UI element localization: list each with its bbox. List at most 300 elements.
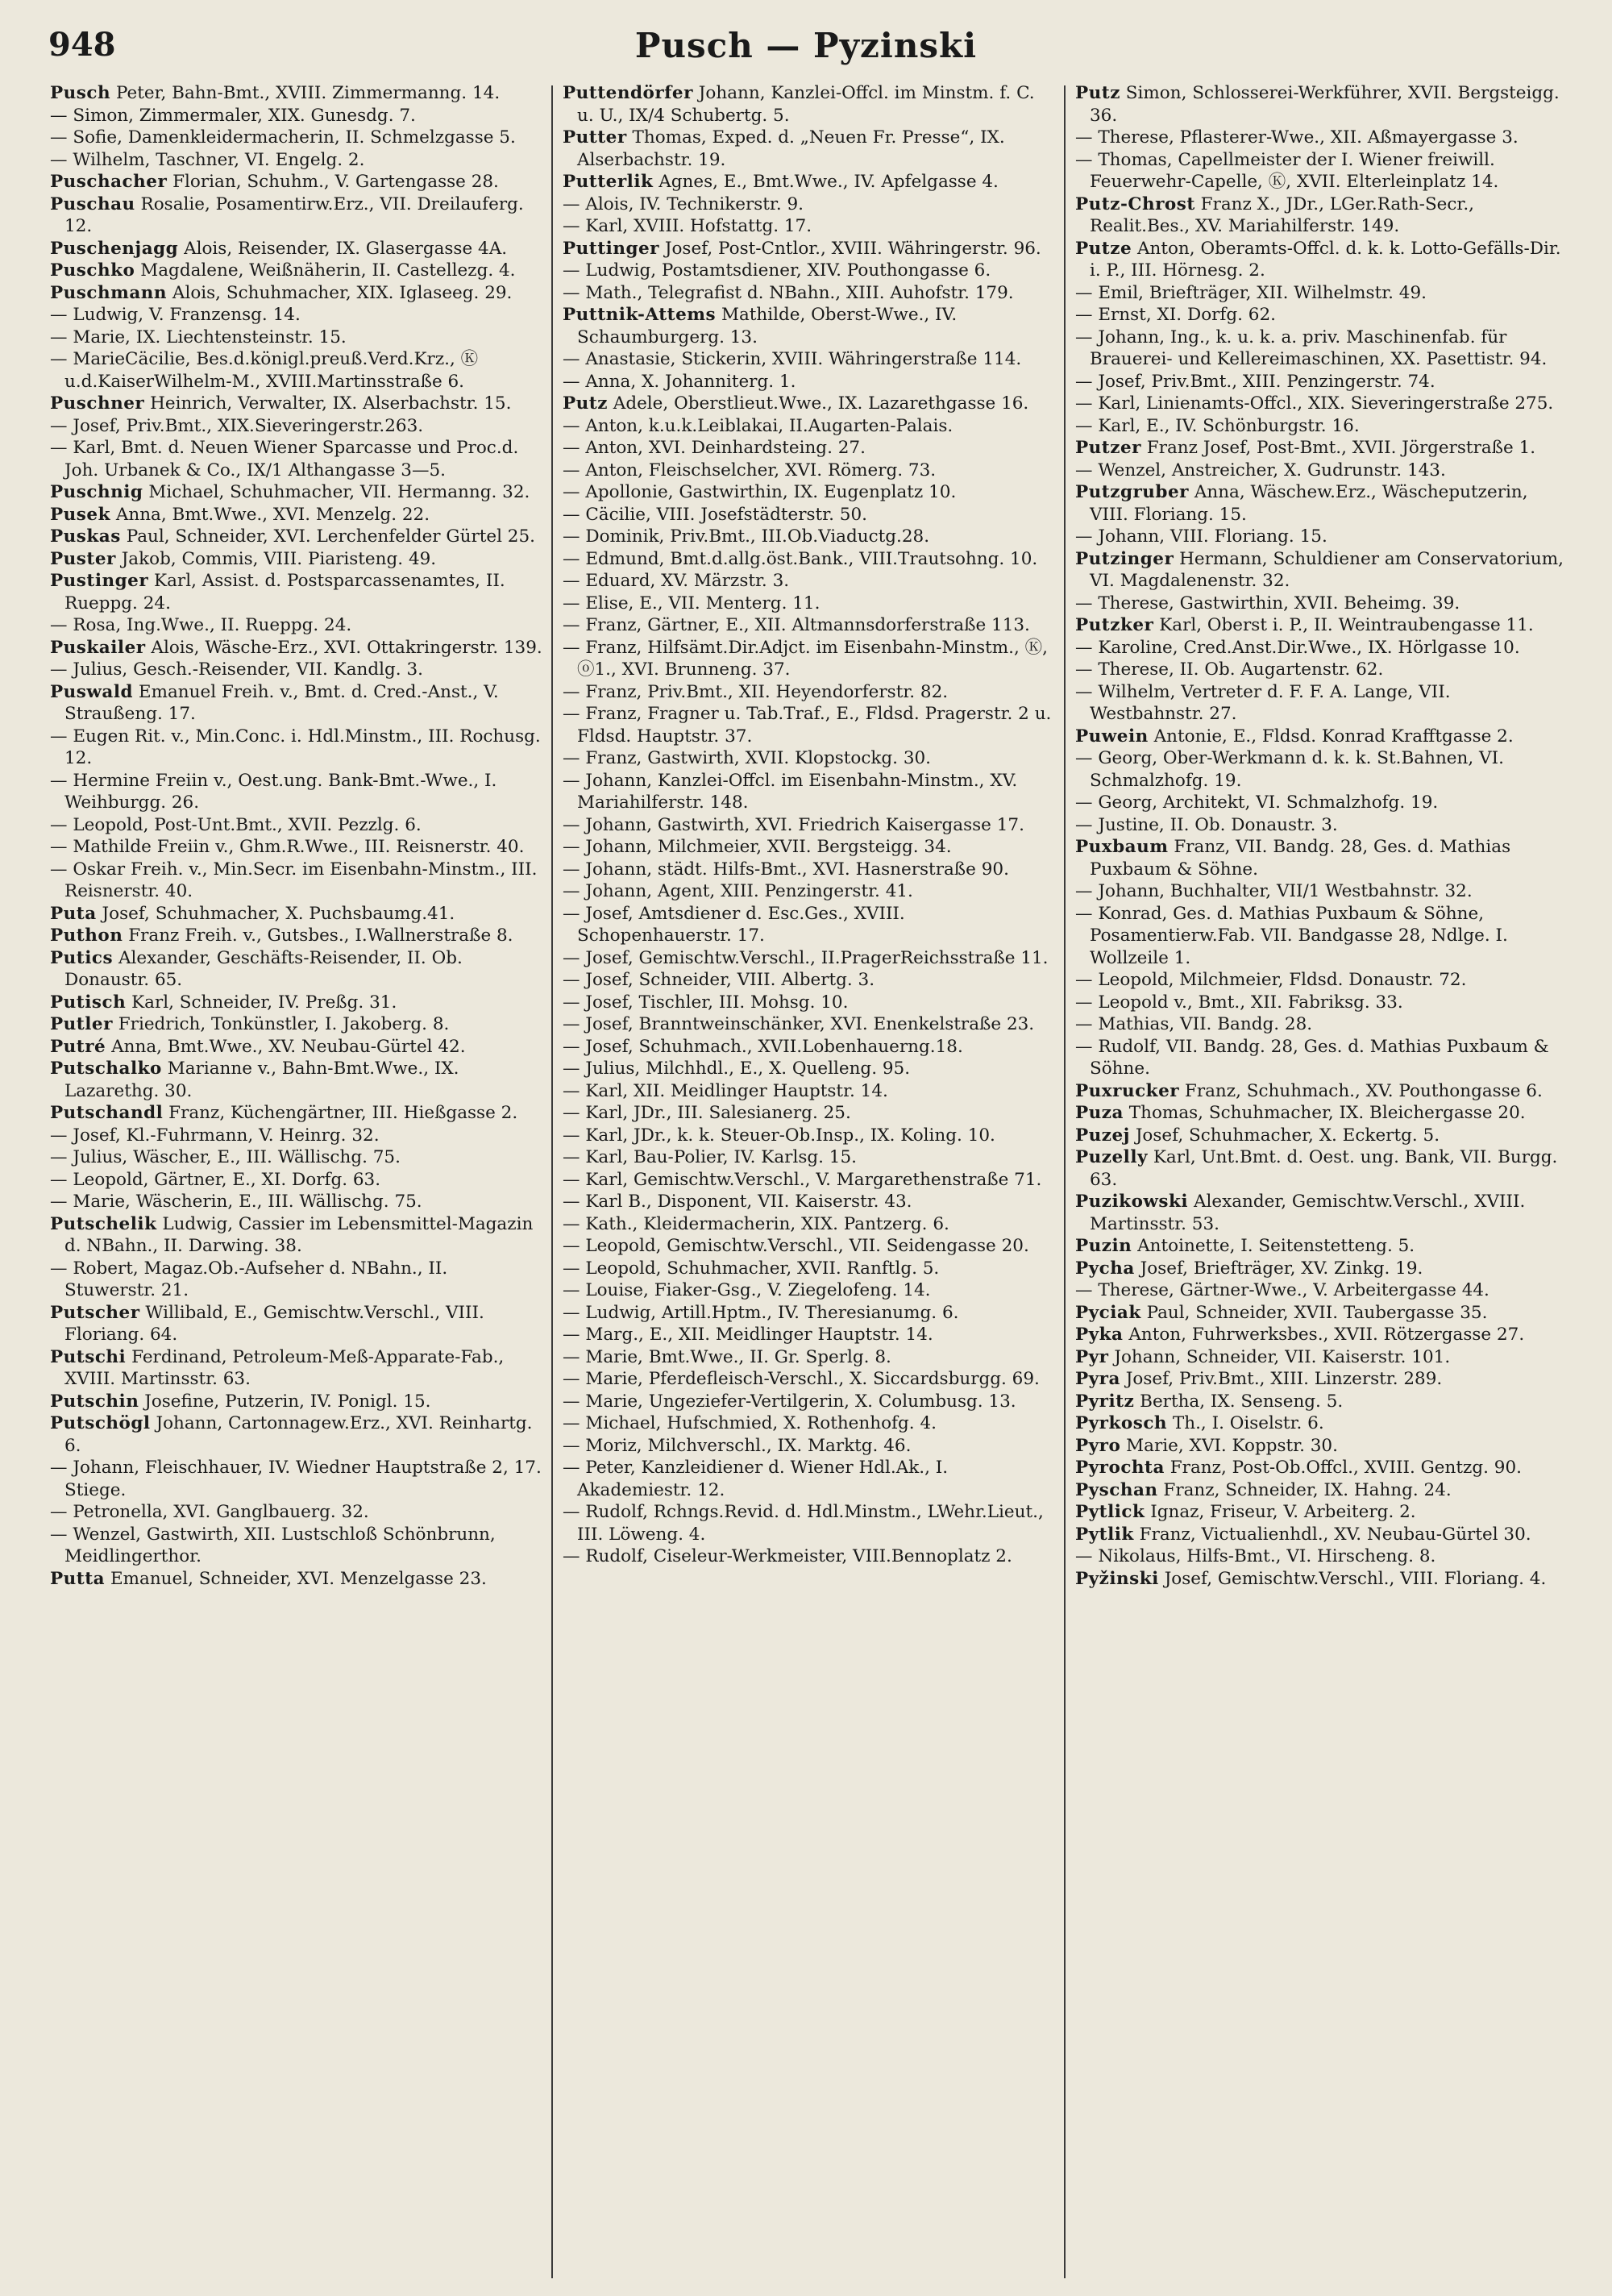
directory-entry (563, 1368, 1056, 1391)
entry-details: — Anton, k.u.k.Leiblakai, II.Augarten-Palais. (563, 415, 953, 436)
entry-details: Anna, Bmt.Wwe., XV. Neubau-Gürtel 42. (111, 1036, 466, 1057)
entry-surname: Pyžinski (1075, 1568, 1159, 1589)
entry-surname: Pyr (1075, 1346, 1109, 1367)
entry-details: — Josef, Gemischtw.Verschl., II.PragerReichsstraße 11. (563, 947, 1049, 968)
entry-details: — Franz, Priv.Bmt., XII. Heyendorferstr. 82. (563, 681, 949, 702)
entry-details: Josef, Priv.Bmt., XIII. Linzerstr. 289. (1125, 1369, 1443, 1389)
entry-surname: Pyro (1075, 1435, 1121, 1456)
entry-details: — Anastasie, Stickerin, XVIII. Währingerstraße 114. (563, 349, 1022, 369)
directory-entry (50, 548, 543, 571)
column-2 (563, 82, 1056, 2291)
entry-surname: Puskailer (50, 637, 146, 658)
entry-details: — Karl, E., IV. Schönburgstr. 16. (1075, 415, 1360, 436)
entry-surname: Pycha (1075, 1258, 1135, 1279)
entry-details: Bertha, IX. Senseng. 5. (1140, 1391, 1344, 1412)
entry-details: — Johann, Buchhalter, VII/1 Westbahnstr. 32. (1075, 881, 1473, 901)
entry-details: — Anton, XVI. Deinhardsteing. 27. (563, 438, 866, 458)
column-3 (1075, 82, 1568, 2291)
entry-details: Hermann, Schuldiener am Conservatorium, VI. Magdalenenstr. 32. (1090, 548, 1564, 591)
entry-surname: Puta (50, 903, 97, 924)
entry-details: — Therese, Pflasterer-Wwe., XII. Aßmayergasse 3. (1075, 127, 1519, 148)
entry-details: — Karl, JDr., III. Salesianerg. 25. (563, 1103, 851, 1123)
directory-entry (1075, 481, 1568, 526)
entry-details: — Leopold v., Bmt., XII. Fabriksg. 33. (1075, 992, 1403, 1013)
entry-details: — Eugen Rit. v., Min.Conc. i. Hdl.Minstm., III. Rochusg. 12. (50, 726, 541, 768)
entry-details: Anton, Fuhrwerksbes., XVII. Rötzergasse 27. (1128, 1325, 1525, 1345)
entry-surname: Putler (50, 1014, 113, 1034)
directory-entry (1075, 1524, 1568, 1546)
directory-entry (50, 1568, 543, 1591)
directory-entry (563, 481, 1056, 504)
entry-details: Adele, Oberstlieut.Wwe., IX. Lazarethgasse 16. (613, 393, 1029, 414)
entry-details: — Josef, Priv.Bmt., XIX.Sieveringerstr.263. (50, 415, 424, 436)
entry-details: — Georg, Ober-Werkmann d. k. k. St.Bahnen, VI. Schmalzhofg. 19. (1075, 748, 1504, 791)
entry-details: — Josef, Priv.Bmt., XIII. Penzingerstr. 74. (1075, 371, 1435, 392)
page-number: 948 (48, 26, 116, 64)
directory-entry (563, 836, 1056, 859)
entry-details: — Johann, städt. Hilfs-Bmt., XVI. Hasnerstraße 90. (563, 859, 1009, 880)
entry-surname: Putzinger (1075, 548, 1174, 569)
entry-details: — Karl, Linienamts-Offcl., XIX. Sieveringerstraße 275. (1075, 393, 1554, 414)
entry-surname: Puswald (50, 681, 134, 702)
directory-entry (50, 238, 543, 260)
entry-details: Karl, Unt.Bmt. d. Oest. ung. Bank, VII. Burgg. 63. (1090, 1147, 1558, 1190)
directory-entry (1075, 1146, 1568, 1191)
directory-entry (563, 1191, 1056, 1213)
directory-entry (1075, 1036, 1568, 1080)
directory-entry (1075, 1258, 1568, 1280)
directory-entry (1075, 526, 1568, 548)
directory-entry (563, 260, 1056, 282)
entry-details: Josef, Schuhmacher, X. Puchsbaumg.41. (102, 903, 455, 924)
entry-surname: Puschko (50, 260, 135, 281)
directory-entry (563, 304, 1056, 348)
entry-details: — Louise, Fiaker-Gsg., V. Ziegelofeng. 14. (563, 1280, 931, 1300)
entry-details: Franz, Victualienhdl., XV. Neubau-Gürtel 30. (1139, 1524, 1531, 1545)
entry-details: — Peter, Kanzleidiener d. Wiener Hdl.Ak., I. Akademiestr. 12. (563, 1458, 949, 1500)
entry-details: Michael, Schuhmacher, VII. Hermanng. 32. (148, 482, 530, 502)
directory-entry (563, 1213, 1056, 1236)
directory-entry (1075, 747, 1568, 792)
entry-surname: Putzgruber (1075, 482, 1189, 502)
directory-entry (563, 1125, 1056, 1147)
entry-surname: Putschi (50, 1346, 127, 1367)
entry-details: Ferdinand, Petroleum-Meß-Apparate-Fab., XVIII. Martinsstr. 63. (64, 1346, 505, 1389)
entry-details: — Marie, Wäscherin, E., III. Wällischg. 75. (50, 1192, 422, 1212)
directory-entry (1075, 726, 1568, 748)
entry-details: — Apollonie, Gastwirthin, IX. Eugenplatz 10. (563, 482, 957, 502)
entry-details: — Karoline, Cred.Anst.Dir.Wwe., IX. Hörlgasse 10. (1075, 637, 1520, 658)
entry-surname: Putz (563, 393, 608, 414)
entry-details: — Karl, XII. Meidlinger Hauptstr. 14. (563, 1080, 888, 1101)
directory-entry (50, 570, 543, 614)
entry-surname: Puttnik-Attems (563, 305, 717, 325)
entry-details: Josef, Schuhmacher, X. Eckertg. 5. (1135, 1125, 1440, 1146)
entry-details: — Franz, Gastwirth, XVII. Klopstockg. 30. (563, 748, 932, 768)
directory-entry (1075, 371, 1568, 393)
directory-entry (50, 127, 543, 149)
directory-entry (563, 1346, 1056, 1369)
entry-details: Franz, Küchengärtner, III. Hießgasse 2. (168, 1103, 518, 1123)
directory-entry (563, 215, 1056, 238)
directory-entry (50, 726, 543, 770)
entry-details: Florian, Schuhm., V. Gartengasse 28. (172, 172, 499, 192)
directory-entry (50, 1524, 543, 1568)
directory-entry (1075, 1191, 1568, 1235)
entry-details: Thomas, Exped. d. „Neuen Fr. Presse“, IX. Alserbachstr. 19. (577, 127, 1005, 170)
entry-surname: Pyrkosch (1075, 1413, 1168, 1433)
directory-entry (563, 238, 1056, 260)
entry-details: Rosalie, Posamentirw.Erz., VII. Dreilauferg. 12. (64, 193, 524, 236)
entry-details: Th., I. Oiselstr. 6. (1172, 1413, 1324, 1433)
entry-surname: Putze (1075, 238, 1132, 259)
entry-details: — MarieCäcilie, Bes.d.königl.preuß.Verd.Krz., Ⓚ u.d.KaiserWilhelm-M., XVIII.Martinsstraße 6. (50, 349, 479, 392)
entry-details: — Wenzel, Gastwirth, XII. Lustschloß Schönbrunn, Meidlingerthor. (50, 1524, 496, 1566)
entry-details: — Johann, VIII. Floriang. 15. (1075, 526, 1327, 547)
directory-entry (50, 1258, 543, 1302)
directory-entry (563, 747, 1056, 770)
directory-entry (1075, 792, 1568, 814)
entry-surname: Pustinger (50, 571, 149, 591)
entry-details: — Julius, Wäscher, E., III. Wällischg. 75. (50, 1147, 401, 1167)
directory-entry (1075, 238, 1568, 282)
entry-details: Alexander, Geschäfts-Reisender, II. Ob. Donaustr. 65. (64, 947, 463, 990)
directory-entry (1075, 1368, 1568, 1391)
entry-details: — Karl, Bmt. d. Neuen Wiener Sparcasse und Proc.d. Joh. Urbanek & Co., IX/1 Althangasse 3—5. (50, 438, 519, 480)
directory-entry (563, 1058, 1056, 1080)
directory-entry (1075, 149, 1568, 193)
page-header (48, 26, 1564, 71)
entry-details: — Marie, Bmt.Wwe., II. Gr. Sperlg. 8. (563, 1346, 891, 1367)
directory-entry (50, 1146, 543, 1169)
directory-entry (1075, 1435, 1568, 1458)
directory-entry (563, 1412, 1056, 1435)
entry-details: Friedrich, Tonkünstler, I. Jakoberg. 8. (118, 1014, 450, 1034)
entry-details: Antonie, E., Fldsd. Konrad Krafftgasse 2. (1153, 726, 1514, 747)
entry-details: Emanuel Freih. v., Bmt. d. Cred.-Anst., V. Straußeng. 17. (64, 681, 499, 724)
directory-entry (50, 659, 543, 681)
entry-details: — Johann, Fleischhauer, IV. Wiedner Hauptstraße 2, 17. Stiege. (50, 1458, 542, 1500)
directory-entry (50, 925, 543, 947)
directory-entry (50, 1013, 543, 1036)
directory-entry (50, 1191, 543, 1213)
directory-entry (563, 1302, 1056, 1325)
entry-surname: Puzin (1075, 1236, 1132, 1256)
directory-entry (50, 260, 543, 282)
directory-entry (50, 105, 543, 127)
entry-surname: Putics (50, 947, 114, 968)
entry-details: Emanuel, Schneider, XVI. Menzelgasse 23. (110, 1568, 487, 1589)
directory-entry (1075, 282, 1568, 305)
entry-details: Alois, Wäsche-Erz., XVI. Ottakringerstr. 139. (151, 637, 542, 658)
directory-entry (1075, 127, 1568, 149)
directory-entry (1075, 969, 1568, 992)
entry-details: — Karl, Bau-Polier, IV. Karlsg. 15. (563, 1147, 857, 1167)
entry-details: Heinrich, Verwalter, IX. Alserbachstr. 15. (150, 393, 512, 414)
directory-entry (50, 82, 543, 105)
entry-details: — Anton, Fleischselcher, XVI. Römerg. 73. (563, 460, 937, 480)
entry-surname: Puster (50, 548, 116, 569)
entry-details: Mathilde, Oberst-Wwe., IV. Schaumburgerg. 13. (577, 305, 958, 347)
entry-details: Alois, Schuhmacher, XIX. Iglaseeg. 29. (172, 282, 513, 303)
entry-details: Thomas, Schuhmacher, IX. Bleichergasse 20. (1128, 1103, 1526, 1123)
entry-surname: Pyrochta (1075, 1458, 1165, 1478)
entry-details: — Wenzel, Anstreicher, X. Gudrunstr. 143. (1075, 460, 1446, 480)
directory-entry (50, 1457, 543, 1501)
entry-surname: Puskas (50, 526, 121, 547)
entry-details: — Karl, XVIII. Hofstattg. 17. (563, 216, 812, 236)
directory-entry (563, 1391, 1056, 1413)
entry-surname: Putschögl (50, 1413, 151, 1433)
entry-surname: Puttendörfer (563, 83, 693, 103)
directory-entry (563, 282, 1056, 305)
directory-entry (563, 437, 1056, 460)
directory-entry (563, 859, 1056, 881)
directory-entry (563, 1324, 1056, 1346)
directory-entry (50, 1102, 543, 1125)
entry-details: — Edmund, Bmt.d.allg.öst.Bank., VIII.Trautsohng. 10. (563, 548, 1038, 569)
directory-entry (50, 859, 543, 903)
entry-details: — Konrad, Ges. d. Mathias Puxbaum & Söhne, Posamentierw.Fab. VII. Bandgasse 28, Ndlge. I. Wollzeile 1. (1075, 903, 1508, 968)
entry-surname: Pusek (50, 504, 110, 525)
directory-entry (50, 1302, 543, 1346)
entry-details: — Elise, E., VII. Menterg. 11. (563, 593, 821, 614)
entry-details: — Johann, Milchmeier, XVII. Bergsteigg. 34. (563, 837, 952, 857)
entry-details: — Josef, Schneider, VIII. Albertg. 3. (563, 970, 875, 990)
entry-details: — Oskar Freih. v., Min.Secr. im Eisenbahn-Minstm., III. Reisnerstr. 40. (50, 859, 538, 901)
entry-surname: Puzelly (1075, 1147, 1149, 1167)
entry-details: — Leopold, Milchmeier, Fldsd. Donaustr. 72. (1075, 970, 1467, 990)
entry-details: — Johann, Ing., k. u. k. a. priv. Maschinenfab. für Brauerei- und Kellereimaschinen, XX. Pasettistr. 94. (1075, 327, 1548, 369)
entry-details: — Julius, Gesch.-Reisender, VII. Kandlg. 3. (50, 659, 423, 680)
entry-details: Anna, Wäschew.Erz., Wäscheputzerin, VIII. Floriang. 15. (1090, 482, 1528, 525)
directory-entry (50, 992, 543, 1014)
directory-entry (50, 903, 543, 925)
directory-entry (1075, 1324, 1568, 1346)
directory-entry (50, 1036, 543, 1059)
entry-surname: Putschandl (50, 1103, 164, 1123)
directory-entry (50, 171, 543, 193)
entry-details: Karl, Schneider, IV. Preßg. 31. (131, 992, 397, 1013)
entry-surname: Puthon (50, 925, 123, 946)
entry-surname: Puschner (50, 393, 145, 414)
directory-entry (563, 1501, 1056, 1545)
entry-surname: Putschalko (50, 1059, 162, 1079)
entry-details: Anton, Oberamts-Offcl. d. k. k. Lotto-Gefälls-Dir. i. P., III. Hörnesg. 2. (1090, 238, 1561, 281)
entry-details: — Franz, Gärtner, E., XII. Altmannsdorferstraße 113. (563, 615, 1030, 635)
entry-surname: Pytlick (1075, 1502, 1145, 1522)
entry-details: Franz, Schuhmach., XV. Pouthongasse 6. (1184, 1080, 1543, 1101)
entry-details: Alois, Reisender, IX. Glasergasse 4A. (184, 238, 508, 259)
entry-details: — Franz, Fragner u. Tab.Traf., E., Fldsd. Pragerstr. 2 u. Fldsd. Hauptstr. 37. (563, 704, 1052, 747)
directory-entry (50, 1169, 543, 1192)
entry-surname: Putzker (1075, 615, 1154, 635)
entry-details: — Marie, Pferdefleisch-Verschl., X. Siccardsburgg. 69. (563, 1369, 1040, 1389)
directory-entry (1075, 1125, 1568, 1147)
entry-details: — Leopold, Gemischtw.Verschl., VII. Seidengasse 20. (563, 1236, 1029, 1256)
directory-entry (1075, 614, 1568, 637)
entry-details: — Josef, Amtsdiener d. Esc.Ges., XVIII. Schopenhauerstr. 17. (563, 903, 905, 946)
directory-entry (1075, 82, 1568, 127)
entry-details: Franz, VII. Bandg. 28, Ges. d. Mathias Puxbaum & Söhne. (1090, 837, 1511, 880)
entry-surname: Putschelik (50, 1213, 157, 1234)
directory-entry (1075, 593, 1568, 615)
entry-surname: Puschenjagg (50, 238, 179, 259)
column-divider (1064, 85, 1066, 2278)
entry-surname: Putisch (50, 992, 127, 1013)
directory-entry (563, 393, 1056, 415)
directory-entry (563, 1013, 1056, 1036)
directory-entry (563, 1102, 1056, 1125)
entry-surname: Pyra (1075, 1369, 1120, 1389)
directory-entry (50, 481, 543, 504)
entry-details: — Johann, Gastwirth, XVI. Friedrich Kaisergasse 17. (563, 814, 1024, 835)
directory-entry (1075, 460, 1568, 482)
entry-details: — Michael, Hufschmied, X. Rothenhofg. 4. (563, 1413, 937, 1433)
entry-surname: Puschmann (50, 282, 168, 303)
directory-entry (1075, 681, 1568, 726)
directory-entry (563, 880, 1056, 903)
directory-entry (563, 1146, 1056, 1169)
entry-surname: Pytlik (1075, 1524, 1134, 1545)
entry-details: Franz Josef, Post-Bmt., XVII. Jörgerstraße 1. (1146, 438, 1536, 458)
directory-entry (50, 526, 543, 548)
entry-details: Peter, Bahn-Bmt., XVIII. Zimmermanng. 14. (115, 83, 501, 103)
directory-entry (50, 614, 543, 637)
directory-entry (563, 415, 1056, 438)
entry-details: — Moriz, Milchverschl., IX. Marktg. 46. (563, 1435, 912, 1456)
directory-entry (50, 1391, 543, 1413)
entry-details: — Dominik, Priv.Bmt., III.Ob.Viaductg.28. (563, 526, 930, 547)
directory-entry (563, 460, 1056, 482)
entry-details: Franz X., JDr., LGer.Rath-Secr., Realit.Bes., XV. Mariahilferstr. 149. (1090, 193, 1475, 236)
entry-details: Anna, Bmt.Wwe., XVI. Menzelg. 22. (115, 504, 430, 525)
directory-entry (50, 1125, 543, 1147)
directory-entry (563, 1435, 1056, 1458)
directory-entry (1075, 903, 1568, 970)
entry-details: Josef, Post-Cntlor., XVIII. Währingerstr. 96. (664, 238, 1041, 259)
entry-details: — Johann, Kanzlei-Offcl. im Eisenbahn-Minstm., XV. Mariahilferstr. 148. (563, 770, 1018, 813)
directory-entry (563, 969, 1056, 992)
entry-surname: Putscher (50, 1302, 140, 1323)
entry-details: — Josef, Branntweinschänker, XVI. Enenkelstraße 23. (563, 1014, 1035, 1034)
directory-entry (1075, 1102, 1568, 1125)
entry-details: — Nikolaus, Hilfs-Bmt., VI. Hirscheng. 8. (1075, 1546, 1436, 1566)
entry-surname: Putz-Chrost (1075, 193, 1195, 214)
entry-details: — Thomas, Capellmeister der I. Wiener freiwill. Feuerwehr-Capelle, Ⓚ, XVII. Elterleinplatz 14. (1075, 149, 1499, 192)
entry-details: — Sofie, Damenkleidermacherin, II. Schmelzgasse 5. (50, 127, 516, 148)
entry-surname: Puschnig (50, 482, 143, 502)
directory-entry (1075, 193, 1568, 238)
directory-entry (563, 504, 1056, 526)
entry-details: — Julius, Milchhdl., E., X. Quelleng. 95. (563, 1059, 911, 1079)
directory-entry (1075, 880, 1568, 903)
entry-details: — Leopold, Gärtner, E., XI. Dorfg. 63. (50, 1169, 381, 1190)
directory-entry (563, 171, 1056, 193)
entry-details: Magdalene, Weißnäherin, II. Castellezg. 4. (140, 260, 516, 281)
directory-entry (50, 437, 543, 481)
directory-entry (563, 593, 1056, 615)
directory-entry (1075, 1479, 1568, 1502)
directory-entry (1075, 1279, 1568, 1302)
entry-surname: Putré (50, 1036, 106, 1057)
entry-details: — Rudolf, Rchngs.Revid. d. Hdl.Minstm., LWehr.Lieut., III. Löweng. 4. (563, 1502, 1044, 1545)
entry-details: — Franz, Hilfsämt.Dir.Adjct. im Eisenbahn-Minstm., Ⓚ, ⓞ1., XVI. Brunneng. 37. (563, 637, 1048, 680)
entry-details: Marianne v., Bahn-Bmt.Wwe., IX. Lazarethg. 30. (64, 1059, 459, 1101)
directory-entry (563, 903, 1056, 947)
entry-details: — Ludwig, V. Franzensg. 14. (50, 305, 301, 325)
entry-details: — Karl, JDr., k. k. Steuer-Ob.Insp., IX. Koling. 10. (563, 1125, 995, 1146)
directory-entry (1075, 1346, 1568, 1369)
directory-entry (563, 1457, 1056, 1501)
entry-details: Agnes, E., Bmt.Wwe., IV. Apfelgasse 4. (659, 172, 999, 192)
directory-entry (1075, 437, 1568, 460)
directory-entry (563, 814, 1056, 837)
directory-entry (1075, 637, 1568, 659)
entry-surname: Putter (563, 127, 627, 148)
directory-entry (50, 681, 543, 726)
entry-details: Johann, Kanzlei-Offcl. im Minstm. f. C. u. U., IX/4 Schubertg. 5. (577, 83, 1035, 126)
entry-details: Josefine, Putzerin, IV. Ponigl. 15. (144, 1391, 431, 1412)
entry-surname: Putz (1075, 83, 1120, 103)
entry-details: — Josef, Kl.-Fuhrmann, V. Heinrg. 32. (50, 1125, 380, 1146)
entry-details: — Wilhelm, Taschner, VI. Engelg. 2. (50, 149, 365, 170)
entry-details: — Rosa, Ing.Wwe., II. Rueppg. 24. (50, 615, 352, 635)
entry-surname: Puzikowski (1075, 1192, 1189, 1212)
directory-entry (563, 637, 1056, 681)
directory-entry (50, 1501, 543, 1524)
directory-entry (1075, 1568, 1568, 1591)
entry-details: Franz, Schneider, IX. Hahng. 24. (1163, 1479, 1452, 1500)
entry-details: Antoinette, I. Seitenstetteng. 5. (1137, 1236, 1415, 1256)
directory-entry (563, 947, 1056, 970)
entry-details: — Josef, Tischler, III. Mohsg. 10. (563, 992, 849, 1013)
entry-details: Paul, Schneider, XVII. Taubergasse 35. (1146, 1302, 1488, 1323)
directory-entry (1075, 836, 1568, 880)
directory-entry (50, 348, 543, 393)
entry-details: — Johann, Agent, XIII. Penzingerstr. 41. (563, 881, 913, 901)
directory-entry (563, 1258, 1056, 1280)
entry-details: — Petronella, XVI. Ganglbauerg. 32. (50, 1502, 369, 1522)
directory-entry (563, 193, 1056, 216)
directory-entry (1075, 1545, 1568, 1568)
directory-entry (50, 504, 543, 526)
column-divider (551, 85, 553, 2278)
entry-details: — Karl B., Disponent, VII. Kaiserstr. 43. (563, 1192, 912, 1212)
directory-entry (50, 415, 543, 438)
entry-details: — Ludwig, Postamtsdiener, XIV. Pouthongasse 6. (563, 260, 991, 281)
directory-entry (50, 836, 543, 859)
directory-entry (50, 149, 543, 172)
directory-entry (50, 1058, 543, 1102)
directory-entry (1075, 393, 1568, 415)
directory-entry (50, 282, 543, 305)
entry-details: — Therese, Gärtner-Wwe., V. Arbeitergasse 44. (1075, 1280, 1489, 1300)
directory-entry (563, 770, 1056, 814)
entry-details: — Ernst, XI. Dorfg. 62. (1075, 305, 1277, 325)
directory-entry (563, 1080, 1056, 1103)
entry-details: — Kath., Kleidermacherin, XIX. Pantzerg. 6. (563, 1213, 949, 1234)
entry-surname: Puttinger (563, 238, 659, 259)
entry-details: — Therese, Gastwirthin, XVII. Beheimg. 39. (1075, 593, 1460, 614)
entry-details: — Eduard, XV. Märzstr. 3. (563, 571, 790, 591)
directory-entry (563, 526, 1056, 548)
entry-details: — Marie, IX. Liechtensteinstr. 15. (50, 327, 347, 347)
entry-details: — Robert, Magaz.Ob.-Aufseher d. NBahn., II. Stuwerstr. 21. (50, 1258, 448, 1300)
entry-details: Franz, Post-Ob.Offcl., XVIII. Gentzg. 90. (1170, 1458, 1522, 1478)
entry-details: — Therese, II. Ob. Augartenstr. 62. (1075, 659, 1384, 680)
directory-entry (563, 570, 1056, 593)
